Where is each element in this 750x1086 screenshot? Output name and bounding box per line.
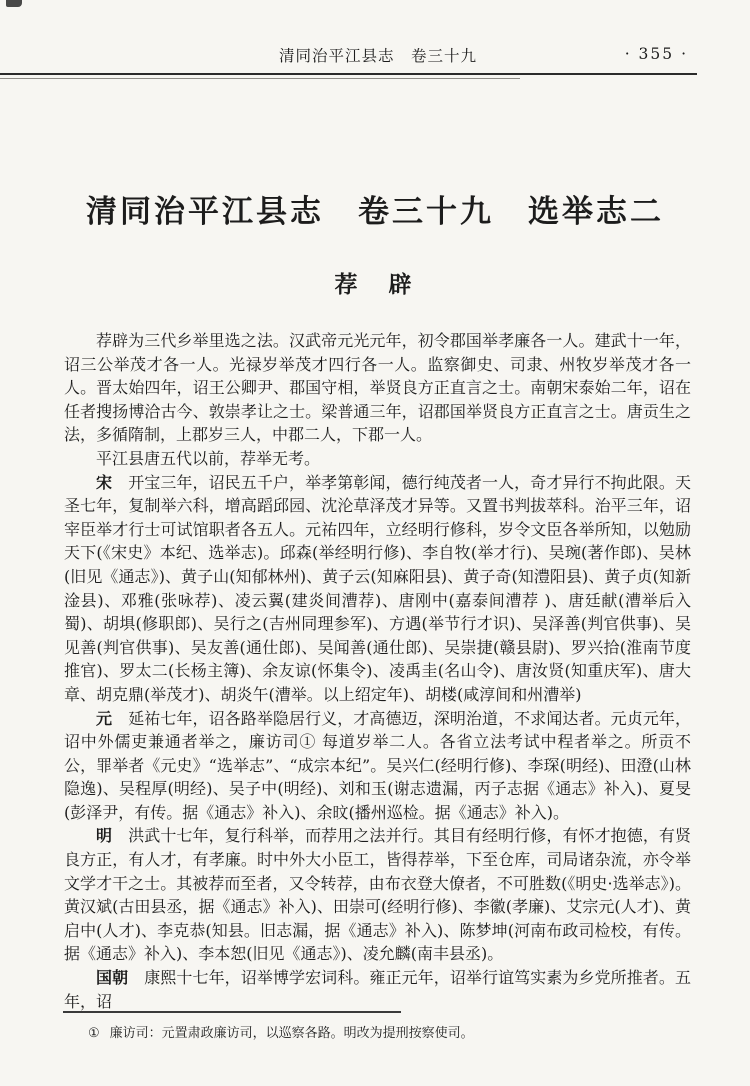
running-head-title: 清同治平江县志 卷三十九 bbox=[278, 47, 477, 65]
page-number: · 355 · bbox=[624, 45, 688, 63]
paragraph: 荐辟为三代乡举里选之法。汉武帝元光元年，初令郡国举孝廉各一人。建武十一年，诏三公举茂才各一人。光禄岁举茂才四行各一人。监察御史、司隶、州牧岁举茂才各一人。晋太始四年，诏王公卿尹、郡国守相，举贤良方正直言之士。南朝宋泰始二年，诏在任者搜扬博洽古今、敦崇孝让之士。梁普通三年，诏郡国举贤良方正直言之士。唐贡生之法，多循隋制，上郡岁三人，中郡二人，下郡一人。 bbox=[64, 331, 691, 445]
dynasty-label: 宋 bbox=[96, 472, 113, 492]
footnote-separator bbox=[63, 1011, 401, 1013]
footnote bbox=[88, 1024, 692, 1043]
dynasty-label: 国朝 bbox=[96, 968, 129, 988]
paragraph: 平江县唐五代以前，荐举无考。 bbox=[96, 448, 321, 468]
footnote-marker: ① bbox=[88, 1026, 100, 1041]
header-rule bbox=[0, 73, 697, 75]
paragraph: 明 洪武十七年，复行科举，而荐用之法并行。其目有经明行修，有怀才抱德，有贤良方正，有人才，有孝廉。时中外大小臣工，皆得荐举，下至仓库，司局诸杂流，亦令举文学才干之士。其被荐而至者，又令转荐，由布衣登大僚者，不可胜数(《明史·选举志》)。黄汉斌(古田县丞，据《通志》补入)、田崇可(经明行修)、李徽(孝廉)、艾宗元(人才)、黄启中(人才)、李克恭(知县。旧志漏，据《通志》补入)、陈梦坤(河南布政司检校，有传。据《通志》补入)、李本恕(旧见《通志》)、凌允麟(南丰县丞)。 bbox=[64, 826, 691, 964]
paragraph: 元 延祐七年，诏各路举隐居行义，才高德迈，深明治道，不求闻达者。元贞元年，诏中外儒吏兼通者举之，廉访司① 每道岁举二人。各省立法考试中程者举之。所贡不公，罪举者《元史》“选举志”、“成宗本纪”。吴兴仁(经明行修)、李琛(明经)、田澄(山林隐逸)、吴程厚(明经)、吴子中(明经)、刘和玉(谢志遗漏，丙子志据《通志》补入)、夏旻(彭泽尹，有传。据《通志》补入)、余旼(播州巡检。据《通志》补入)。 bbox=[64, 708, 691, 822]
dynasty-label: 元 bbox=[96, 708, 113, 728]
paragraph: 国朝 康熙十七年，诏举博学宏词科。雍正元年，诏举行谊笃实素为乡党所推者。五年，诏 bbox=[64, 968, 691, 1011]
page-title: 清同治平江县志 卷三十九 选举志二 bbox=[86, 194, 664, 230]
paragraphs bbox=[64, 329, 691, 1013]
paragraph: 宋 开宝三年，诏民五千户，举孝第彰闻，德行纯茂者一人，奇才异行不拘此限。天圣七年，复制举六科，增高蹈邱园、沈沦草泽茂才异等。又置书判拔萃科。治平三年，诏宰臣举才行士可试馆职者各五人。元祐四年，立经明行修科，岁令文臣各举所知，以勉励天下(《宋史》本纪、选举志)。邱森(举经明行修)、李自牧(举才行)、吴琬(著作郎)、吴林(旧见《通志》)、黄子山(知郁林州)、黄子云(知麻阳县)、黄子奇(知澧阳县)、黄子贞(知新淦县)、邓雅(张咏荐)、凌云翼(建炎间漕荐)、唐刚中(嘉泰间漕荐 )、唐廷献(漕举后入蜀)、胡埧(修职郎)、吴行之(吉州同理参军)、方遇(举节行才识)、吴泽善(判官供事)、吴见善(判官供事)、吴友善(通仕郎)、吴闻善(通仕郎)、吴崇捷(赣县尉)、罗兴拾(淮南节度推官)、罗太二(长杨主簿)、余友谅(怀集令)、凌禹圭(名山令)、唐汝贤(知重庆军)、唐大章、胡克鼎(举茂才)、胡炎午(漕举。以上绍定年)、胡楼(咸淳间和州漕举) bbox=[64, 472, 691, 704]
running-head bbox=[64, 44, 692, 68]
header-rule-echo bbox=[0, 78, 520, 79]
scan-artifact bbox=[6, 0, 22, 7]
footnote-text: 廉访司：元置肃政廉访司，以巡察各路。明改为提刑按察使司。 bbox=[109, 1026, 474, 1041]
section-heading: 荐 辟 bbox=[334, 271, 416, 298]
dynasty-label: 明 bbox=[96, 826, 113, 846]
